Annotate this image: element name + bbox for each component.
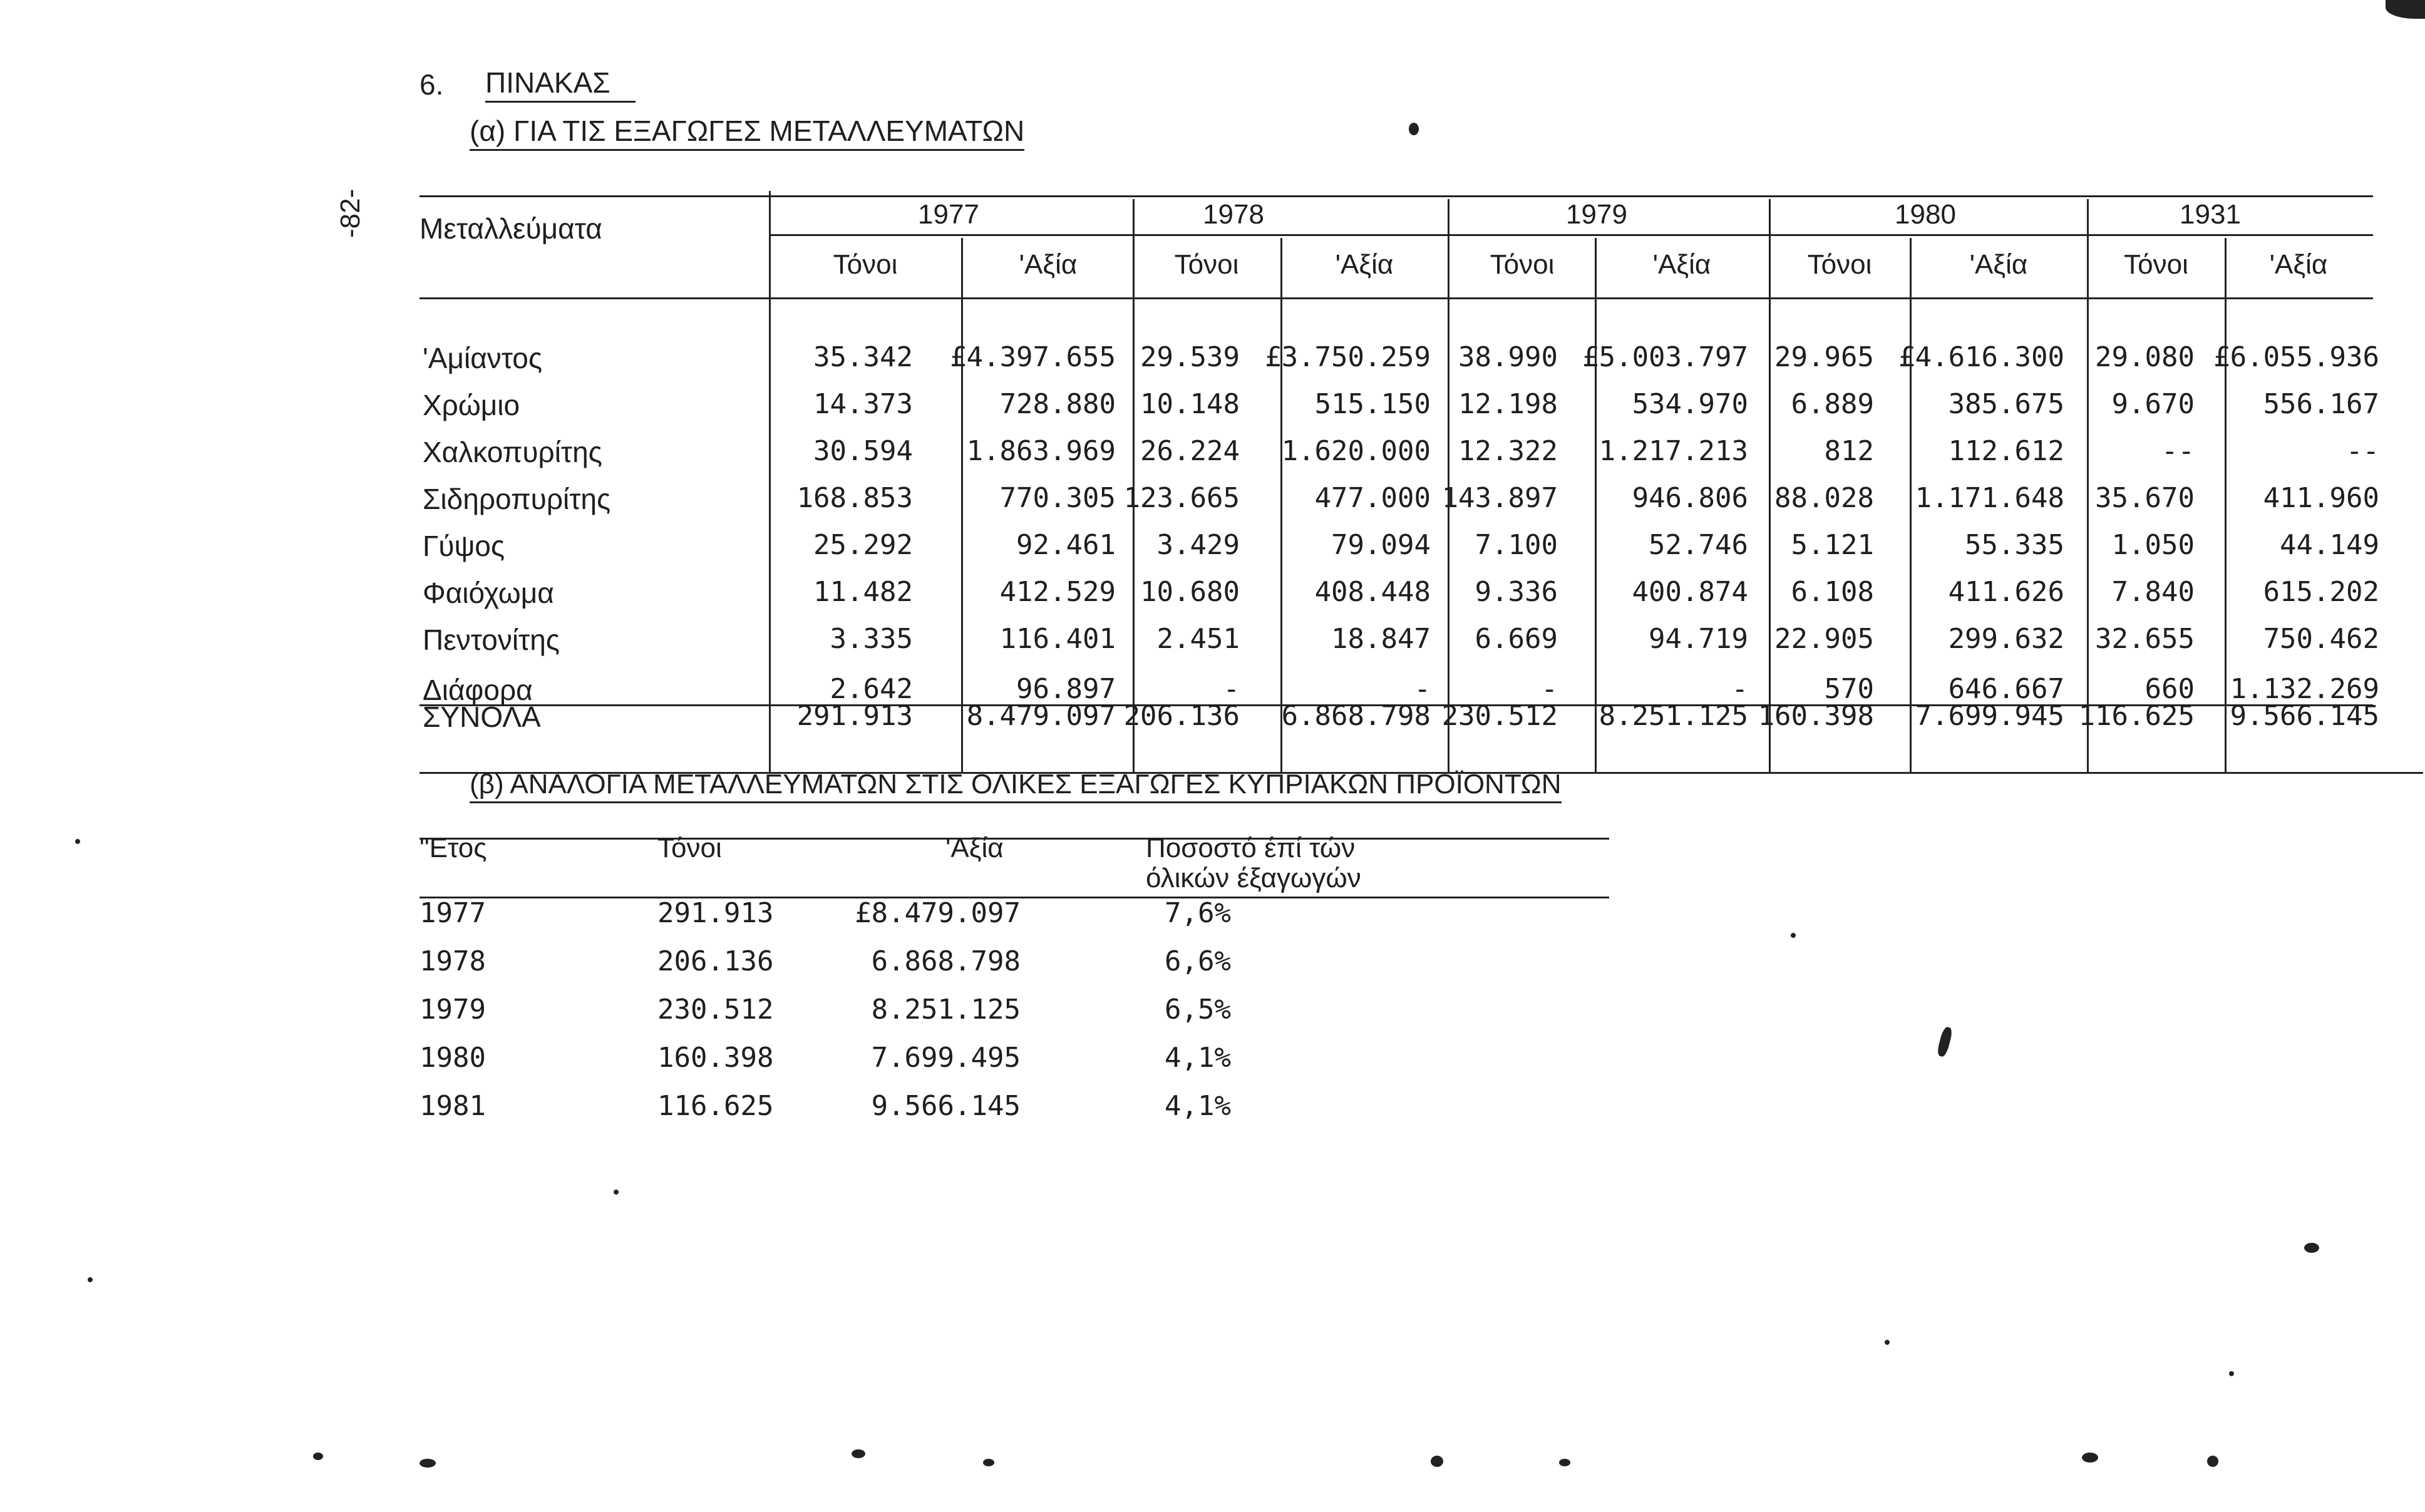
table-b-tons: 291.913	[657, 897, 774, 929]
table-cell: 7.840	[2111, 576, 2195, 608]
scan-speck	[2386, 0, 2425, 19]
table-row-label: 'Αμίαντος	[423, 342, 543, 374]
table-cell: 38.990	[1458, 341, 1558, 373]
table-cell: 18.847	[1331, 623, 1431, 655]
table-cell: 22.905	[1774, 623, 1874, 655]
table-cell: 1.050	[2111, 529, 2195, 561]
table-cell: 770.305	[999, 482, 1116, 514]
table-cell: 534.970	[1632, 388, 1748, 420]
table-b-percent: 6,5%	[1165, 994, 1231, 1026]
total-cell: 8.251.125	[1599, 700, 1748, 732]
table-cell: 11.482	[813, 576, 913, 608]
table-cell: 10.680	[1140, 576, 1240, 608]
table-row-label: Σιδηροπυρίτης	[423, 483, 611, 515]
table-cell: 1.171.648	[1915, 482, 2064, 514]
sub-header: 'Αξία	[1969, 249, 2028, 280]
table-cell: 29.965	[1774, 341, 1874, 373]
scan-speck	[1791, 933, 1796, 938]
table-row-label: Πεντονίτης	[423, 624, 560, 656]
table-cell: 6.889	[1791, 388, 1874, 420]
scan-speck	[2207, 1456, 2218, 1467]
table-b-percent: 4,1%	[1165, 1090, 1231, 1122]
table-b-value: 9.566.145	[871, 1090, 1021, 1122]
scan-speck	[313, 1453, 323, 1460]
sub-header: 'Αξία	[1019, 249, 1078, 280]
table-cell: 570	[1824, 673, 1874, 705]
table-b-header-percent: Ποσοστό έπί τών	[1146, 833, 1356, 863]
table-cell: 32.655	[2095, 623, 2195, 655]
table-cell: 1.132.269	[2230, 673, 2379, 705]
table-cell: 35.670	[2095, 482, 2195, 514]
table-cell: 55.335	[1965, 529, 2064, 561]
table-cell: 26.224	[1140, 435, 1240, 467]
table-cell: 29.539	[1140, 341, 1240, 373]
table-cell: 88.028	[1774, 482, 1874, 514]
table-cell: 112.612	[1948, 435, 2064, 467]
table-b-value: 8.251.125	[871, 994, 1021, 1026]
scan-speck	[852, 1449, 865, 1458]
sub-header: 'Αξία	[2269, 249, 2328, 280]
table-a-caption: (α) ΓΙΑ ΤΙΣ ΕΞΑΓΩΓΕΣ ΜΕΤΑΛΛΕΥΜΑΤΩΝ	[470, 114, 1024, 151]
table-cell: £6.055.936	[2213, 341, 2379, 373]
table-cell: 1.620.000	[1281, 435, 1431, 467]
table-b-tons: 116.625	[657, 1090, 774, 1122]
table-cell: £5.003.797	[1582, 341, 1748, 373]
table-cell: 299.632	[1948, 623, 2064, 655]
table-cell: 9.336	[1475, 576, 1558, 608]
table-cell: 96.897	[1016, 673, 1116, 705]
table-b-year: 1979	[420, 994, 486, 1026]
table-b-header-value: 'Αξία	[945, 833, 1004, 863]
table-cell: 411.960	[2263, 482, 2379, 514]
table-cell: 123.665	[1123, 482, 1240, 514]
table-b-value: 7.699.495	[871, 1042, 1021, 1074]
table-cell: 812	[1824, 435, 1874, 467]
table-cell: 6.669	[1475, 623, 1558, 655]
table-cell: 515.150	[1314, 388, 1431, 420]
year-header: 1979	[1566, 199, 1627, 230]
table-cell: 400.874	[1632, 576, 1748, 608]
table-row-label: Φαιόχωμα	[423, 577, 554, 609]
table-row-label: Χρώμιο	[423, 389, 520, 421]
table-cell: 556.167	[2263, 388, 2379, 420]
scan-speck	[75, 839, 80, 844]
table-cell: 477.000	[1314, 482, 1431, 514]
table-b-percent: 7,6%	[1165, 897, 1231, 929]
table-cell: £4.397.655	[950, 341, 1116, 373]
total-cell: 6.868.798	[1281, 700, 1431, 732]
year-header: 1978	[1203, 199, 1264, 230]
table-cell: --	[2161, 435, 2195, 467]
table-b-year: 1977	[420, 897, 486, 929]
table-cell: 143.897	[1441, 482, 1558, 514]
table-cell: 412.529	[999, 576, 1116, 608]
table-cell: 728.880	[999, 388, 1116, 420]
table-cell: --	[2346, 435, 2379, 467]
total-cell: 206.136	[1123, 700, 1240, 732]
table-cell: 35.342	[813, 341, 913, 373]
table-b-percent: 6,6%	[1165, 945, 1231, 977]
page-number: -82-	[335, 188, 366, 238]
table-cell: 946.806	[1632, 482, 1748, 514]
table-cell: 5.121	[1791, 529, 1874, 561]
sub-header: 'Αξία	[1652, 249, 1711, 280]
table-cell: 30.594	[813, 435, 913, 467]
total-row-label: ΣΥΝΟΛΑ	[423, 701, 541, 733]
table-cell: 12.198	[1458, 388, 1558, 420]
table-cell: -	[1414, 673, 1431, 705]
table-b-percent: 4,1%	[1165, 1042, 1231, 1074]
table-cell: 168.853	[796, 482, 913, 514]
total-cell: 7.699.945	[1915, 700, 2064, 732]
table-cell: 646.667	[1948, 673, 2064, 705]
table-cell: 44.149	[2280, 529, 2379, 561]
table-cell: 2.642	[830, 673, 913, 705]
row-header: Μεταλλεύματα	[420, 212, 602, 245]
table-cell: 750.462	[2263, 623, 2379, 655]
sub-header: Τόνοι	[1174, 249, 1239, 280]
table-cell: -	[1541, 673, 1558, 705]
total-cell: 8.479.097	[966, 700, 1116, 732]
table-b-header-percent-2: όλικών έξαγωγών	[1146, 863, 1361, 893]
total-cell: 9.566.145	[2230, 700, 2379, 732]
table-cell: 79.094	[1331, 529, 1431, 561]
total-cell: 160.398	[1758, 700, 1874, 732]
table-cell: £4.616.300	[1898, 341, 2064, 373]
total-cell: 291.913	[796, 700, 913, 732]
table-cell: 385.675	[1948, 388, 2064, 420]
table-cell: 9.670	[2111, 388, 2195, 420]
table-cell: 660	[2144, 673, 2195, 705]
table-b-year: 1980	[420, 1042, 486, 1074]
scan-speck	[420, 1459, 436, 1468]
table-b-header-tons: Τόνοι	[657, 833, 722, 863]
year-header: 1931	[2180, 199, 2241, 230]
table-b-header-year: "Ετος	[420, 833, 487, 863]
table-cell: 2.451	[1156, 623, 1240, 655]
scan-speck	[2304, 1243, 2319, 1253]
table-cell: 6.108	[1791, 576, 1874, 608]
table-cell: 12.322	[1458, 435, 1558, 467]
total-cell: 230.512	[1441, 700, 1558, 732]
sub-header: Τόνοι	[2124, 249, 2188, 280]
scan-speck	[983, 1459, 994, 1466]
scan-speck	[1936, 1026, 1954, 1058]
section-title: ΠΙΝΑΚΑΣ	[485, 66, 636, 103]
table-cell: £3.750.259	[1265, 341, 1431, 373]
sub-header: 'Αξία	[1335, 249, 1394, 280]
table-cell: -	[1223, 673, 1240, 705]
scan-speck	[2082, 1453, 2098, 1463]
table-cell: -	[1731, 673, 1748, 705]
table-cell: 615.202	[2263, 576, 2379, 608]
sub-header: Τόνοι	[1490, 249, 1555, 280]
table-b-value: 6.868.798	[871, 945, 1021, 977]
table-b-year: 1978	[420, 945, 486, 977]
table-b-tons: 160.398	[657, 1042, 774, 1074]
table-cell: 1.863.969	[966, 435, 1116, 467]
table-cell: 411.626	[1948, 576, 2064, 608]
table-cell: 3.335	[830, 623, 913, 655]
table-row-label: Γύψος	[423, 530, 505, 562]
scan-speck	[88, 1277, 93, 1282]
table-row-label: Χαλκοπυρίτης	[423, 436, 602, 468]
table-cell: 3.429	[1156, 529, 1240, 561]
table-cell: 52.746	[1649, 529, 1748, 561]
table-cell: 10.148	[1140, 388, 1240, 420]
table-cell: 94.719	[1649, 623, 1748, 655]
sub-header: Τόνοι	[833, 249, 898, 280]
scan-speck	[614, 1190, 619, 1195]
section-number: 6.	[420, 68, 444, 101]
table-b-caption: (β) ΑΝΑΛΟΓΙΑ ΜΕΤΑΛΛΕΥΜΑΤΩΝ ΣΤΙΣ ΟΛΙΚΕΣ ΕΞΑΓΩΓΕΣ ΚΥΠΡΙΑΚΩΝ ΠΡΟΪΟΝΤΩΝ	[470, 769, 1562, 803]
table-cell: 408.448	[1314, 576, 1431, 608]
table-cell: 14.373	[813, 388, 913, 420]
sub-header: Τόνοι	[1807, 249, 1872, 280]
scan-speck	[1559, 1459, 1570, 1466]
scan-speck	[2229, 1371, 2234, 1376]
scan-speck	[1431, 1456, 1443, 1467]
table-cell: 92.461	[1016, 529, 1116, 561]
year-header: 1980	[1895, 199, 1956, 230]
scan-speck	[1885, 1340, 1890, 1345]
scan-speck	[1409, 123, 1419, 135]
year-header: 1977	[918, 199, 979, 230]
table-cell: 7.100	[1475, 529, 1558, 561]
table-cell: 25.292	[813, 529, 913, 561]
table-b-year: 1981	[420, 1090, 486, 1122]
table-cell: 1.217.213	[1599, 435, 1748, 467]
table-cell: 116.401	[999, 623, 1116, 655]
table-b-value: £8.479.097	[855, 897, 1021, 929]
total-cell: 116.625	[2078, 700, 2195, 732]
table-b-tons: 206.136	[657, 945, 774, 977]
table-b-tons: 230.512	[657, 994, 774, 1026]
table-cell: 29.080	[2095, 341, 2195, 373]
table-row-label: Διάφορα	[423, 674, 533, 706]
